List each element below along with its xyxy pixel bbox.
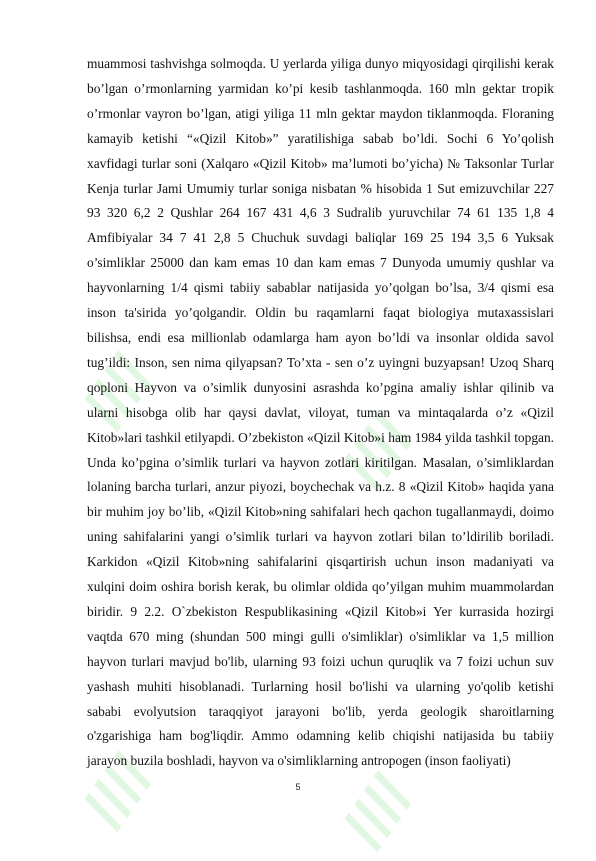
body-paragraph: muammosi tashvishga solmoqda. U yerlarda yiliga dunyo miqyosidagi qirqilishi kerak bo’lgan o’rmonlarning yarmidan ko’pi kesib tashlanmoqda. 160 mln gektar tropik o’rmonlar vayron bo’lgan, atigi yiliga 11 mln gektar maydon tiklanmoqda. Floraning kamayib ketishi “«Qizil Kitob»” yaratilishiga sabab bo’ldi. Sochi 6 Yo’qolish xavfidagi turlar soni (Xalqaro «Qizil Kitob» ma’lumoti bo’yicha) № Taksonlar Turlar Kenja turlar Jami Umumiy turlar soniga nisbatan % hisobida 1 Sut emizuvchilar 227 93 320 6,2 2 Qushlar 264 167 431 4,6 3 Sudralib yuruvchilar 74 61 135 1,8 4 Amfibiyalar 34 7 41 2,8 5 Chuchuk suvdagi baliqlar 169 25 194 3,5 6 Yuksak o’simliklar 25000 dan kam emas 10 dan kam emas 7 Dunyoda umumiy qushlar va hayvonlarning 1/4 qismi tabiiy sabablar natijasida yo’qolgan bo’lsa, 3/4 qismi esa inson ta'sirida yo’qolgandir. Oldin bu raqamlarni faqat biologiya mutaxassislari bilishsa, endi esa millionlab odamlarga ham ayon bo’ldi va insonlar oldida savol tug’ildi: Inson, sen nima qilyapsan? To’xta - sen o’z uyingni buzyapsan! Uzoq Sharq qoploni Hayvon va o’simlik dunyosini asrashda ko’pgina amaliy ishlar qilinib va ularni hisobga olib har qaysi davlat, viloyat, tuman va mintaqalarda o’z «Qizil Kitob»lari tashkil etilyapdi. O’zbekiston «Qizil Kitob»i ham 1984 yilda tashkil topgan. Unda ko’pgina o’simlik turlari va hayvon zotlari kiritilgan. Masalan, o’simliklardan lolaning barcha turlari, anzur piyozi, boychechak va h.z. 8 «Qizil Kitob» haqida yana bir muhim joy bo’lib, «Qizil Kitob»ning sahifalari hech qachon tugallanmaydi, doimo uning sahifalarini yangi o’simlik turlari va hayvon zotlari bilan to’ldirilib boriladi. Karkidon «Qizil Kitob»ning sahifalarini qisqartirish uchun inson madaniyati va xulqini doim oshira borish kerak, bu olimlar oldida qo’yilgan muhim muammolardan biridir. 9 2.2. O`zbekiston Respublikasining «Qizil Kitob»i Yer kurrasida hozirgi vaqtda 670 ming (shundan 500 mingi gulli o'simliklar) o'simliklar va 1,5 million hayvon turlari mavjud bo'lib, ularning 93 foizi uchun quruqlik va 7 foizi uchun suv yashash muhiti hisoblanadi. Turlarning hosil bo'lishi va ularning yo'qolib ketishi sababi evolyutsion taraqqiyot jarayoni bo'lib, yerda geologik sharoitlarning o'zgarishiga ham bog'liqdir. Ammo odamning kelib chiqishi natijasida bu tabiiy jarayon buzila boshladi, hayvon va o'simliklarning antropogen (inson faoliyati)	[87, 56, 554, 769]
watermark-mark: ////	[330, 764, 427, 861]
page-number: 5	[295, 782, 301, 792]
watermark-mark: ////	[70, 344, 167, 441]
watermark-mark: ////	[70, 744, 167, 841]
watermark-mark: ////	[330, 404, 427, 501]
